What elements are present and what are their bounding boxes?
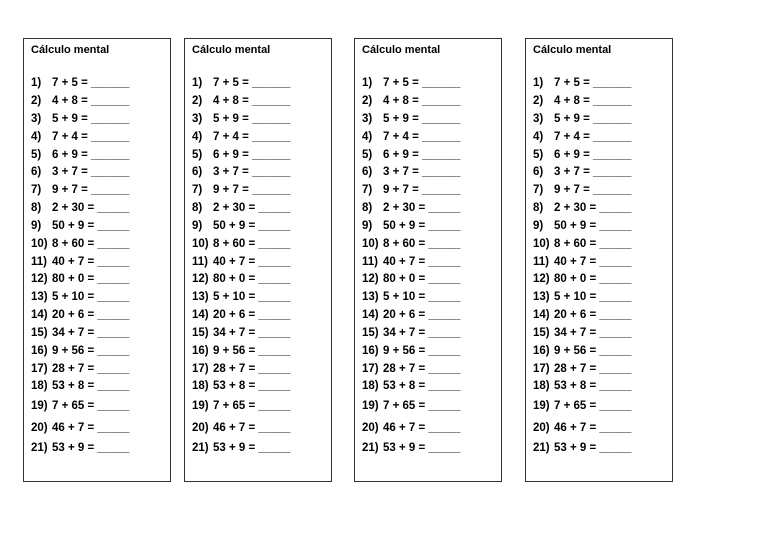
exercise-line bbox=[192, 421, 290, 435]
exercise-number: 16) bbox=[31, 345, 48, 357]
exercise-number: 7) bbox=[31, 184, 42, 196]
exercise-number: 13) bbox=[31, 291, 48, 303]
exercise-number: 16) bbox=[192, 345, 209, 357]
exercise-expression: 80 + 0 = _____ bbox=[52, 273, 130, 285]
worksheet-card-1 bbox=[23, 38, 171, 482]
exercise-number: 11) bbox=[192, 256, 208, 268]
exercise-number: 17) bbox=[31, 363, 48, 375]
exercise-line bbox=[362, 379, 460, 393]
exercise-line bbox=[192, 255, 290, 269]
exercise-number: 5) bbox=[192, 149, 203, 161]
exercise-line bbox=[362, 362, 460, 376]
exercise-number: 18) bbox=[192, 380, 209, 392]
exercise-line bbox=[362, 344, 460, 358]
exercise-expression: 53 + 8 = _____ bbox=[52, 380, 130, 392]
exercise-line bbox=[362, 421, 460, 435]
exercise-expression: 9 + 7 = ______ bbox=[383, 184, 461, 196]
exercise-number: 11) bbox=[362, 256, 378, 268]
card-title: Cálculo mental bbox=[31, 44, 110, 56]
exercise-line bbox=[31, 76, 129, 90]
exercise-line bbox=[533, 237, 631, 251]
exercise-line bbox=[31, 237, 129, 251]
exercise-number: 15) bbox=[31, 327, 48, 339]
exercise-number: 20) bbox=[192, 422, 209, 434]
exercise-number: 4) bbox=[192, 131, 203, 143]
exercise-expression: 53 + 9 = _____ bbox=[383, 442, 461, 454]
exercise-expression: 4 + 8 = ______ bbox=[554, 95, 632, 107]
exercise-number: 2) bbox=[31, 95, 42, 107]
exercise-expression: 2 + 30 = _____ bbox=[554, 202, 632, 214]
exercise-line bbox=[362, 112, 460, 126]
exercise-line bbox=[31, 112, 129, 126]
exercise-line bbox=[192, 272, 290, 286]
exercise-expression: 80 + 0 = _____ bbox=[383, 273, 461, 285]
exercise-number: 1) bbox=[362, 77, 373, 89]
exercise-expression: 53 + 8 = _____ bbox=[383, 380, 461, 392]
exercise-expression: 2 + 30 = _____ bbox=[213, 202, 291, 214]
exercise-number: 9) bbox=[192, 220, 203, 232]
exercise-number: 5) bbox=[31, 149, 42, 161]
exercise-line bbox=[533, 441, 631, 455]
exercise-line bbox=[192, 201, 290, 215]
exercise-number: 18) bbox=[362, 380, 379, 392]
exercise-number: 19) bbox=[362, 400, 379, 412]
exercise-expression: 9 + 56 = _____ bbox=[52, 345, 130, 357]
exercise-expression: 40 + 7 = _____ bbox=[383, 256, 461, 268]
exercise-line bbox=[31, 272, 129, 286]
exercise-number: 4) bbox=[362, 131, 373, 143]
exercise-line bbox=[192, 379, 290, 393]
exercise-line bbox=[362, 290, 460, 304]
exercise-number: 16) bbox=[533, 345, 550, 357]
exercise-expression: 50 + 9 = _____ bbox=[554, 220, 632, 232]
exercise-number: 8) bbox=[533, 202, 544, 214]
exercise-line bbox=[31, 183, 129, 197]
exercise-expression: 4 + 8 = ______ bbox=[213, 95, 291, 107]
exercise-expression: 5 + 9 = ______ bbox=[383, 113, 461, 125]
exercise-line bbox=[192, 165, 290, 179]
exercise-number: 17) bbox=[362, 363, 379, 375]
exercise-expression: 46 + 7 = _____ bbox=[213, 422, 291, 434]
exercise-expression: 46 + 7 = _____ bbox=[383, 422, 461, 434]
exercise-line bbox=[533, 76, 631, 90]
exercise-line bbox=[533, 399, 631, 413]
exercise-line bbox=[362, 441, 460, 455]
exercise-expression: 80 + 0 = _____ bbox=[554, 273, 632, 285]
exercise-expression: 20 + 6 = _____ bbox=[383, 309, 461, 321]
exercise-line bbox=[362, 326, 460, 340]
exercise-number: 9) bbox=[533, 220, 544, 232]
exercise-expression: 3 + 7 = ______ bbox=[554, 166, 632, 178]
exercise-number: 20) bbox=[533, 422, 550, 434]
exercise-expression: 28 + 7 = _____ bbox=[52, 363, 130, 375]
exercise-number: 19) bbox=[533, 400, 550, 412]
exercise-number: 7) bbox=[533, 184, 544, 196]
exercise-expression: 50 + 9 = _____ bbox=[383, 220, 461, 232]
exercise-number: 4) bbox=[533, 131, 544, 143]
exercise-line bbox=[533, 219, 631, 233]
exercise-line bbox=[31, 148, 129, 162]
exercise-expression: 7 + 65 = _____ bbox=[383, 400, 461, 412]
exercise-line bbox=[31, 219, 129, 233]
exercise-line bbox=[533, 94, 631, 108]
exercise-number: 2) bbox=[192, 95, 203, 107]
exercise-number: 20) bbox=[31, 422, 48, 434]
exercise-number: 14) bbox=[192, 309, 209, 321]
exercise-number: 8) bbox=[31, 202, 42, 214]
exercise-number: 7) bbox=[192, 184, 203, 196]
exercise-number: 17) bbox=[192, 363, 209, 375]
exercise-number: 19) bbox=[31, 400, 48, 412]
exercise-line bbox=[31, 326, 129, 340]
exercise-expression: 20 + 6 = _____ bbox=[52, 309, 130, 321]
exercise-line bbox=[31, 362, 129, 376]
exercise-number: 1) bbox=[533, 77, 544, 89]
exercise-line bbox=[31, 421, 129, 435]
exercise-number: 3) bbox=[362, 113, 373, 125]
card-title: Cálculo mental bbox=[362, 44, 441, 56]
exercise-expression: 6 + 9 = ______ bbox=[383, 149, 461, 161]
exercise-number: 6) bbox=[31, 166, 42, 178]
exercise-line bbox=[362, 272, 460, 286]
exercise-expression: 5 + 10 = _____ bbox=[213, 291, 291, 303]
exercise-line bbox=[31, 94, 129, 108]
exercise-expression: 80 + 0 = _____ bbox=[213, 273, 291, 285]
exercise-expression: 6 + 9 = ______ bbox=[213, 149, 291, 161]
exercise-line bbox=[533, 201, 631, 215]
exercise-line bbox=[533, 165, 631, 179]
exercise-line bbox=[192, 94, 290, 108]
exercise-number: 3) bbox=[533, 113, 544, 125]
exercise-line bbox=[362, 130, 460, 144]
exercise-line bbox=[362, 308, 460, 322]
exercise-number: 14) bbox=[533, 309, 550, 321]
exercise-expression: 2 + 30 = _____ bbox=[52, 202, 130, 214]
exercise-number: 19) bbox=[192, 400, 209, 412]
exercise-number: 2) bbox=[362, 95, 373, 107]
exercise-expression: 5 + 10 = _____ bbox=[383, 291, 461, 303]
exercise-expression: 53 + 9 = _____ bbox=[52, 442, 130, 454]
exercise-number: 15) bbox=[362, 327, 379, 339]
exercise-number: 18) bbox=[533, 380, 550, 392]
exercise-line bbox=[362, 219, 460, 233]
exercise-expression: 9 + 7 = ______ bbox=[52, 184, 130, 196]
exercise-expression: 34 + 7 = _____ bbox=[52, 327, 130, 339]
exercise-line bbox=[192, 130, 290, 144]
exercise-expression: 9 + 7 = ______ bbox=[213, 184, 291, 196]
exercise-line bbox=[31, 201, 129, 215]
exercise-number: 10) bbox=[192, 238, 209, 250]
card-title: Cálculo mental bbox=[533, 44, 612, 56]
exercise-expression: 40 + 7 = _____ bbox=[213, 256, 291, 268]
exercise-line bbox=[192, 362, 290, 376]
exercise-expression: 5 + 9 = ______ bbox=[213, 113, 291, 125]
exercise-expression: 3 + 7 = ______ bbox=[383, 166, 461, 178]
exercise-number: 13) bbox=[362, 291, 379, 303]
exercise-number: 13) bbox=[533, 291, 550, 303]
exercise-expression: 7 + 4 = ______ bbox=[554, 131, 632, 143]
exercise-expression: 7 + 65 = _____ bbox=[554, 400, 632, 412]
exercise-number: 17) bbox=[533, 363, 550, 375]
exercise-expression: 7 + 5 = ______ bbox=[52, 77, 130, 89]
exercise-number: 10) bbox=[533, 238, 550, 250]
exercise-number: 9) bbox=[31, 220, 42, 232]
exercise-number: 20) bbox=[362, 422, 379, 434]
exercise-number: 12) bbox=[192, 273, 209, 285]
exercise-line bbox=[533, 344, 631, 358]
exercise-expression: 50 + 9 = _____ bbox=[52, 220, 130, 232]
exercise-expression: 9 + 56 = _____ bbox=[383, 345, 461, 357]
exercise-number: 16) bbox=[362, 345, 379, 357]
exercise-expression: 46 + 7 = _____ bbox=[52, 422, 130, 434]
exercise-line bbox=[533, 148, 631, 162]
exercise-number: 14) bbox=[362, 309, 379, 321]
exercise-number: 18) bbox=[31, 380, 48, 392]
exercise-line bbox=[362, 237, 460, 251]
exercise-expression: 3 + 7 = ______ bbox=[52, 166, 130, 178]
exercise-expression: 2 + 30 = _____ bbox=[383, 202, 461, 214]
exercise-expression: 9 + 56 = _____ bbox=[213, 345, 291, 357]
exercise-expression: 53 + 9 = _____ bbox=[554, 442, 632, 454]
exercise-line bbox=[533, 421, 631, 435]
exercise-number: 11) bbox=[533, 256, 549, 268]
exercise-number: 21) bbox=[533, 442, 550, 454]
exercise-line bbox=[362, 183, 460, 197]
exercise-number: 4) bbox=[31, 131, 42, 143]
exercise-line bbox=[192, 290, 290, 304]
exercise-number: 6) bbox=[362, 166, 373, 178]
exercise-line bbox=[192, 441, 290, 455]
exercise-line bbox=[533, 326, 631, 340]
exercise-expression: 5 + 9 = ______ bbox=[554, 113, 632, 125]
exercise-expression: 28 + 7 = _____ bbox=[213, 363, 291, 375]
exercise-expression: 53 + 8 = _____ bbox=[213, 380, 291, 392]
exercise-number: 12) bbox=[362, 273, 379, 285]
exercise-expression: 40 + 7 = _____ bbox=[554, 256, 632, 268]
exercise-expression: 5 + 9 = ______ bbox=[52, 113, 130, 125]
exercise-line bbox=[31, 399, 129, 413]
exercise-line bbox=[533, 272, 631, 286]
exercise-number: 8) bbox=[362, 202, 373, 214]
exercise-number: 6) bbox=[192, 166, 203, 178]
exercise-expression: 53 + 9 = _____ bbox=[213, 442, 291, 454]
exercise-line bbox=[533, 308, 631, 322]
exercise-expression: 40 + 7 = _____ bbox=[52, 256, 130, 268]
exercise-line bbox=[31, 165, 129, 179]
worksheet-card-4 bbox=[525, 38, 673, 482]
exercise-expression: 9 + 56 = _____ bbox=[554, 345, 632, 357]
exercise-line bbox=[31, 308, 129, 322]
exercise-expression: 5 + 10 = _____ bbox=[52, 291, 130, 303]
exercise-expression: 7 + 5 = ______ bbox=[383, 77, 461, 89]
exercise-line bbox=[362, 201, 460, 215]
exercise-expression: 3 + 7 = ______ bbox=[213, 166, 291, 178]
worksheet-card-3 bbox=[354, 38, 502, 482]
exercise-line bbox=[192, 183, 290, 197]
exercise-line bbox=[31, 379, 129, 393]
exercise-line bbox=[31, 130, 129, 144]
exercise-expression: 7 + 65 = _____ bbox=[52, 400, 130, 412]
exercise-line bbox=[192, 112, 290, 126]
exercise-number: 5) bbox=[533, 149, 544, 161]
exercise-number: 10) bbox=[31, 238, 48, 250]
exercise-expression: 7 + 4 = ______ bbox=[52, 131, 130, 143]
exercise-line bbox=[533, 130, 631, 144]
exercise-expression: 7 + 5 = ______ bbox=[554, 77, 632, 89]
exercise-expression: 9 + 7 = ______ bbox=[554, 184, 632, 196]
exercise-number: 12) bbox=[533, 273, 550, 285]
exercise-number: 6) bbox=[533, 166, 544, 178]
exercise-expression: 7 + 5 = ______ bbox=[213, 77, 291, 89]
exercise-expression: 7 + 4 = ______ bbox=[213, 131, 291, 143]
exercise-number: 21) bbox=[31, 442, 48, 454]
card-title: Cálculo mental bbox=[192, 44, 271, 56]
exercise-number: 13) bbox=[192, 291, 209, 303]
exercise-line bbox=[533, 379, 631, 393]
exercise-expression: 28 + 7 = _____ bbox=[383, 363, 461, 375]
exercise-expression: 34 + 7 = _____ bbox=[213, 327, 291, 339]
exercise-number: 10) bbox=[362, 238, 379, 250]
exercise-expression: 53 + 8 = _____ bbox=[554, 380, 632, 392]
exercise-line bbox=[192, 399, 290, 413]
exercise-number: 3) bbox=[31, 113, 42, 125]
exercise-number: 7) bbox=[362, 184, 373, 196]
exercise-number: 14) bbox=[31, 309, 48, 321]
exercise-line bbox=[533, 362, 631, 376]
exercise-number: 3) bbox=[192, 113, 203, 125]
exercise-line bbox=[533, 255, 631, 269]
exercise-number: 2) bbox=[533, 95, 544, 107]
exercise-line bbox=[362, 94, 460, 108]
exercise-number: 8) bbox=[192, 202, 203, 214]
exercise-number: 1) bbox=[31, 77, 42, 89]
exercise-expression: 8 + 60 = _____ bbox=[554, 238, 632, 250]
exercise-number: 9) bbox=[362, 220, 373, 232]
exercise-line bbox=[31, 441, 129, 455]
exercise-line bbox=[533, 183, 631, 197]
exercise-number: 21) bbox=[192, 442, 209, 454]
exercise-expression: 50 + 9 = _____ bbox=[213, 220, 291, 232]
exercise-line bbox=[192, 219, 290, 233]
exercise-line bbox=[31, 290, 129, 304]
exercise-number: 1) bbox=[192, 77, 203, 89]
exercise-line bbox=[362, 76, 460, 90]
exercise-number: 21) bbox=[362, 442, 379, 454]
exercise-expression: 34 + 7 = _____ bbox=[554, 327, 632, 339]
exercise-line bbox=[533, 290, 631, 304]
exercise-line bbox=[192, 148, 290, 162]
exercise-line bbox=[192, 344, 290, 358]
exercise-line bbox=[362, 148, 460, 162]
exercise-number: 5) bbox=[362, 149, 373, 161]
exercise-line bbox=[362, 255, 460, 269]
exercise-expression: 46 + 7 = _____ bbox=[554, 422, 632, 434]
exercise-number: 15) bbox=[533, 327, 550, 339]
worksheet-card-2 bbox=[184, 38, 332, 482]
exercise-expression: 34 + 7 = _____ bbox=[383, 327, 461, 339]
exercise-line bbox=[362, 165, 460, 179]
exercise-line bbox=[533, 112, 631, 126]
exercise-number: 11) bbox=[31, 256, 47, 268]
exercise-number: 12) bbox=[31, 273, 48, 285]
exercise-expression: 4 + 8 = ______ bbox=[383, 95, 461, 107]
exercise-expression: 8 + 60 = _____ bbox=[213, 238, 291, 250]
exercise-expression: 5 + 10 = _____ bbox=[554, 291, 632, 303]
exercise-line bbox=[31, 344, 129, 358]
exercise-expression: 8 + 60 = _____ bbox=[52, 238, 130, 250]
exercise-expression: 20 + 6 = _____ bbox=[213, 309, 291, 321]
exercise-line bbox=[192, 326, 290, 340]
exercise-expression: 7 + 65 = _____ bbox=[213, 400, 291, 412]
exercise-expression: 6 + 9 = ______ bbox=[52, 149, 130, 161]
exercise-line bbox=[362, 399, 460, 413]
exercise-expression: 7 + 4 = ______ bbox=[383, 131, 461, 143]
exercise-expression: 6 + 9 = ______ bbox=[554, 149, 632, 161]
exercise-expression: 8 + 60 = _____ bbox=[383, 238, 461, 250]
exercise-number: 15) bbox=[192, 327, 209, 339]
exercise-line bbox=[192, 76, 290, 90]
exercise-expression: 4 + 8 = ______ bbox=[52, 95, 130, 107]
exercise-line bbox=[31, 255, 129, 269]
exercise-expression: 20 + 6 = _____ bbox=[554, 309, 632, 321]
exercise-line bbox=[192, 308, 290, 322]
exercise-line bbox=[192, 237, 290, 251]
exercise-expression: 28 + 7 = _____ bbox=[554, 363, 632, 375]
